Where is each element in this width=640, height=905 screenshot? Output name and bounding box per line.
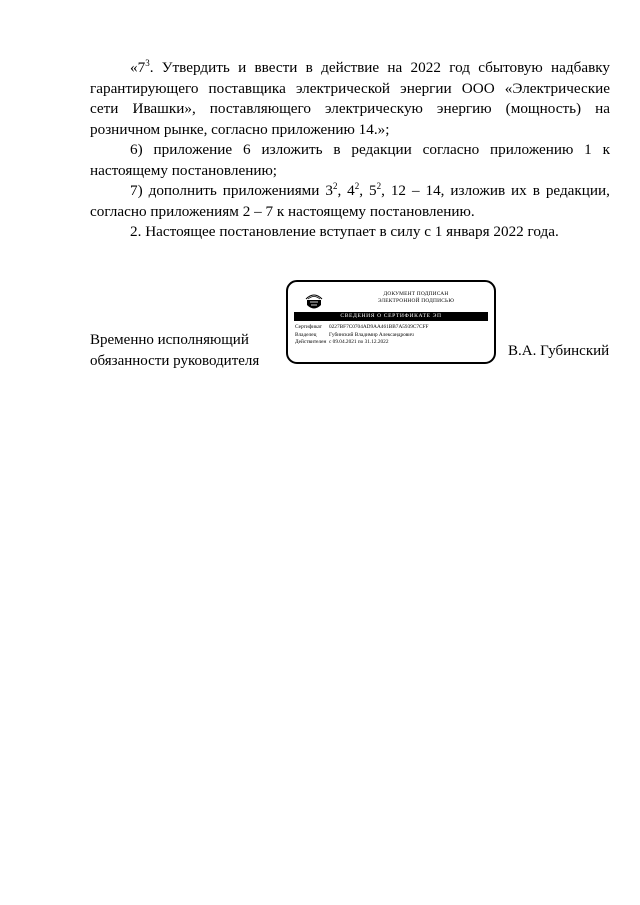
paragraph-7-text-b: , 4 bbox=[337, 182, 355, 199]
electronic-signature-stamp bbox=[286, 280, 496, 364]
document-body bbox=[90, 58, 610, 243]
stamp-key: Сертификат bbox=[295, 324, 322, 330]
coat-of-arms-icon bbox=[304, 290, 324, 312]
stamp-details bbox=[295, 324, 491, 347]
stamp-row-certificate bbox=[295, 324, 491, 332]
stamp-certificate-bar: СВЕДЕНИЯ О СЕРТИФИКАТЕ ЭП bbox=[294, 312, 488, 321]
paragraph-7-text-a: 7) дополнить приложениями 3 bbox=[130, 182, 333, 199]
stamp-value: 0227BF7C0704AD9AA461BB7A5939C7CFF bbox=[329, 324, 429, 330]
superscript: 2 bbox=[376, 180, 382, 191]
signer-title-line2: обязанности руководителя bbox=[90, 353, 260, 369]
paragraph-2-effective-date: 2. Настоящее постановление вступает в силу с 1 января 2022 года. bbox=[130, 223, 559, 240]
stamp-key: Действителен bbox=[295, 339, 327, 346]
paragraph-7-text-d: , 12 – 14, изложив их в редакции, согласно приложениям 2 – 7 к настоящему постановлению. bbox=[90, 182, 610, 220]
superscript: 2 bbox=[332, 180, 338, 191]
paragraph-7-3-text: . Утвердить и ввести в действие на 2022 год сбытовую надбавку гарантирующего поставщика электрической энергии ООО «Электрические сети Ивашки», поставляющего электрическую энергию (мощность) на розничном рынке, согласно приложению 14.»; bbox=[90, 59, 610, 138]
stamp-header-line1: ДОКУМЕНТ ПОДПИСАН bbox=[383, 291, 449, 297]
paragraph-7-text-c: , 5 bbox=[359, 182, 377, 199]
stamp-key: Владелец bbox=[295, 331, 317, 338]
paragraph-7-3-number: «7 bbox=[130, 59, 146, 76]
signer-title bbox=[90, 330, 259, 372]
superscript: 3 bbox=[145, 57, 150, 68]
signer-title-line1: Временно исполняющий bbox=[90, 332, 249, 348]
paragraph-6: 6) приложение 6 изложить в редакции согласно приложению 1 к настоящему постановлению; bbox=[90, 141, 610, 179]
stamp-header bbox=[346, 291, 486, 305]
superscript: 2 bbox=[354, 180, 360, 191]
paragraph-7-3 bbox=[90, 58, 610, 140]
signer-name: В.А. Губинский bbox=[508, 343, 610, 359]
paragraph-7 bbox=[90, 181, 610, 222]
stamp-value: с 09.04.2021 по 31.12.2022 bbox=[329, 339, 389, 346]
stamp-header-line2: ЭЛЕКТРОННОЙ ПОДПИСЬЮ bbox=[377, 298, 455, 304]
stamp-row-validity bbox=[295, 339, 491, 347]
stamp-value: Губинский Владимир Александрович bbox=[329, 331, 414, 338]
